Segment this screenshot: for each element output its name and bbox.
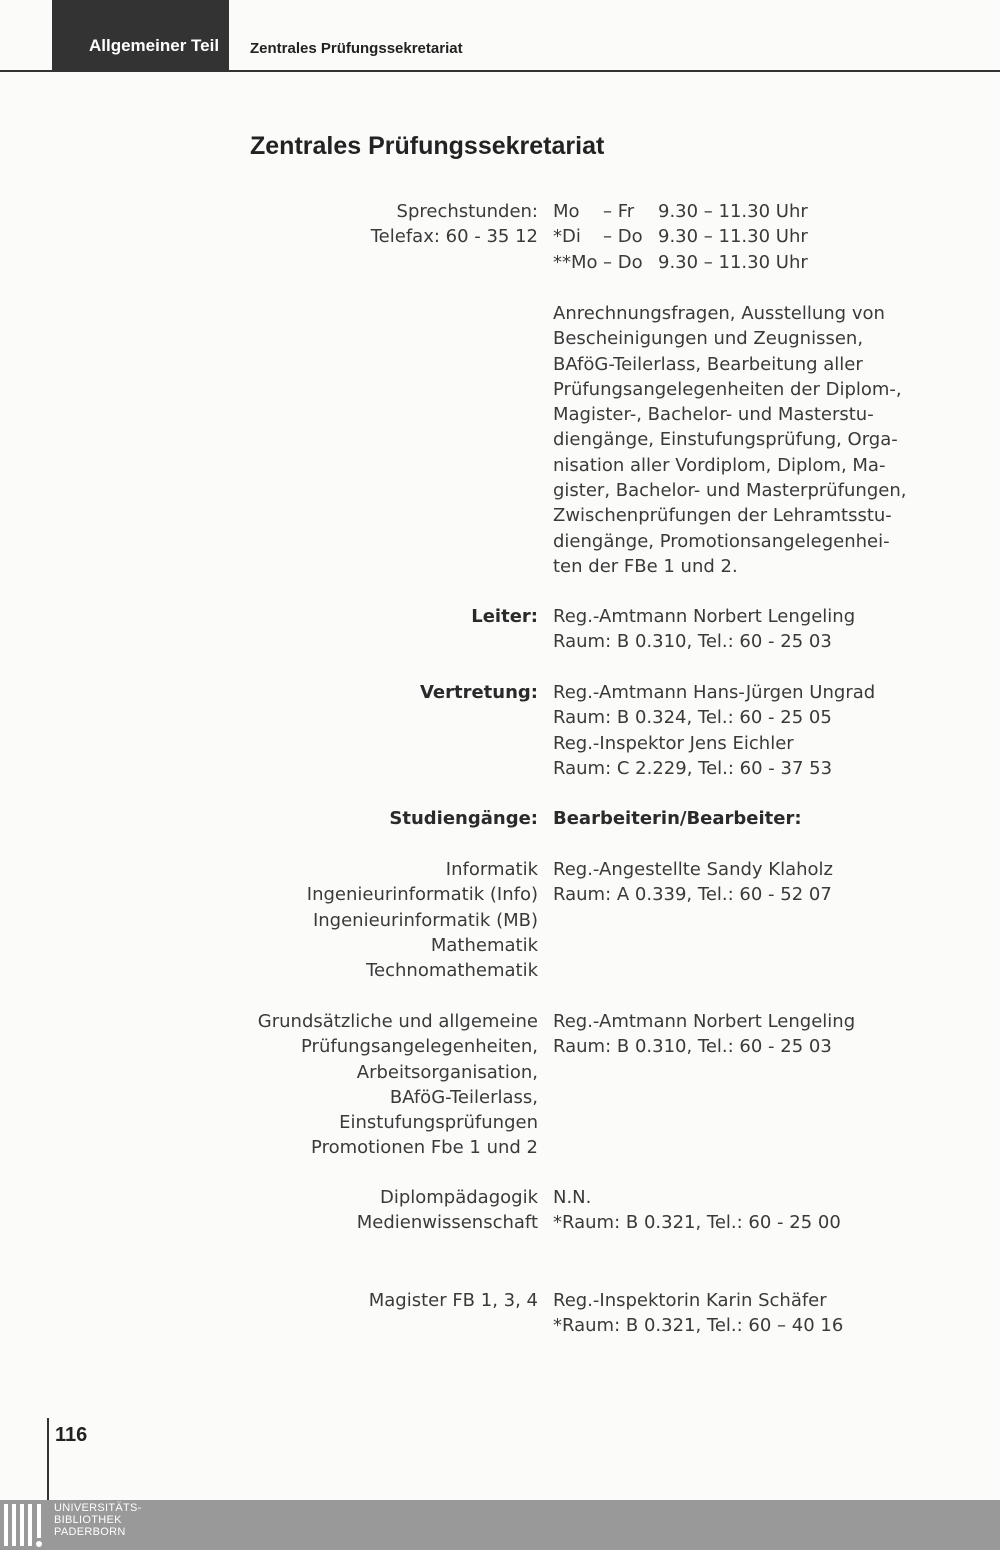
hours-line: *Di – Do 9.30 – 11.30 Uhr	[553, 226, 808, 248]
sprechstunden-label: Sprechstunden:	[396, 201, 538, 222]
running-header: Zentrales Prüfungssekretariat	[250, 40, 463, 57]
page-number: 116	[55, 1424, 88, 1446]
library-name: UNIVERSITÄTS- BIBLIOTHEK PADERBORN	[54, 1502, 142, 1538]
page-title: Zentrales Prüfungssekretariat	[250, 132, 605, 160]
header-rule	[0, 70, 1000, 72]
vertretung-label: Vertretung:	[419, 682, 538, 703]
hours-line: **Mo – Do 9.30 – 11.30 Uhr	[553, 251, 808, 273]
studiengaenge-label: Studiengänge:	[389, 808, 538, 829]
hours-line: Mo – Fr 9.30 – 11.30 Uhr	[553, 201, 808, 222]
section-tab: Allgemeiner Teil	[52, 0, 229, 71]
library-footer-band	[0, 1500, 1000, 1550]
leiter-label: Leiter:	[471, 606, 538, 627]
telefax: Telefax: 60 - 35 12	[370, 226, 538, 248]
page-number-rule	[47, 1418, 49, 1500]
bearbeiter-label: Bearbeiterin/Bearbeiter:	[553, 808, 802, 829]
library-logo-icon	[2, 1502, 48, 1548]
